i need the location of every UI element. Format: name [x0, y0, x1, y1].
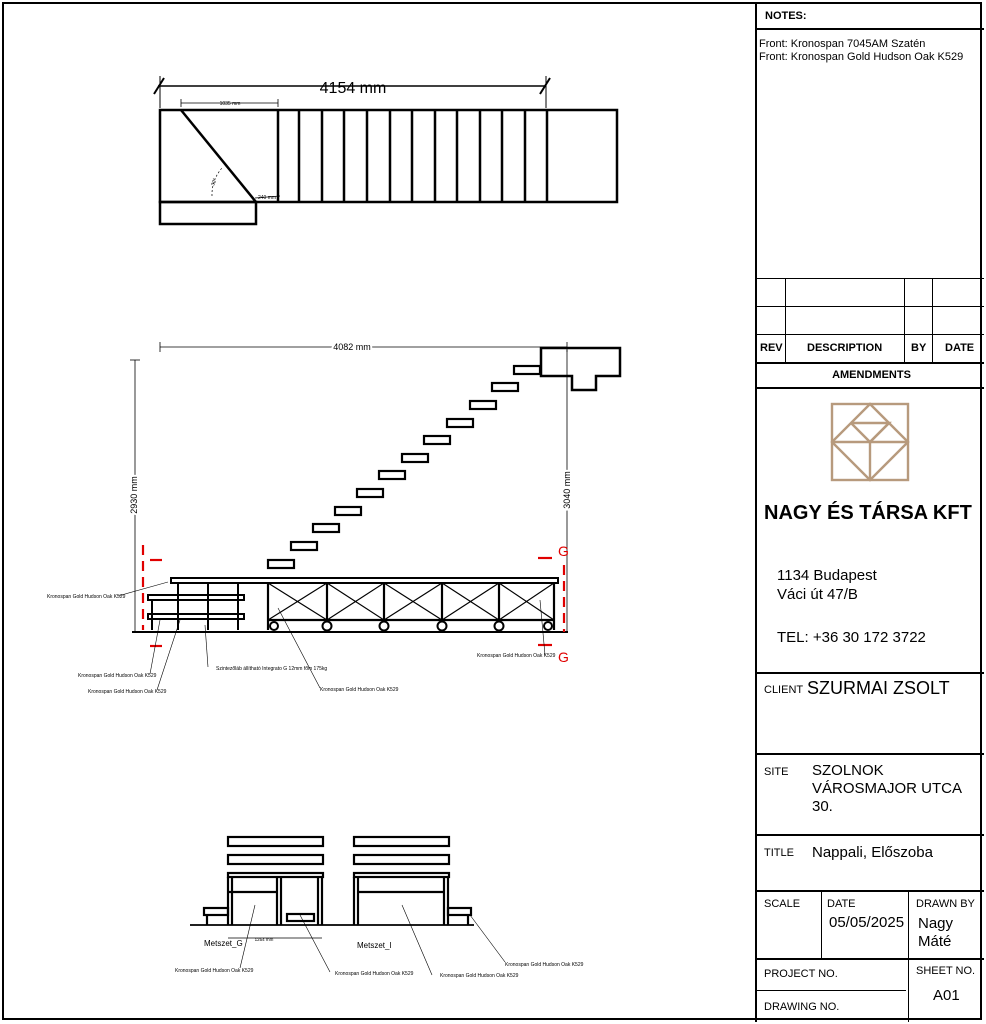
company-name: NAGY ÉS TÁRSA KFT [764, 502, 972, 524]
elev-label-6: Kronospan Gold Hudson Oak K529 [477, 653, 556, 659]
sect-label-3: Kronospan Gold Hudson Oak K529 [440, 973, 519, 979]
elev-label-5: Kronospan Gold Hudson Oak K529 [320, 687, 399, 693]
elevation-right-height-dim: 3040 mm [562, 471, 572, 509]
elev-label-3: Kronospan Gold Hudson Oak K529 [88, 689, 167, 695]
drawn-by-line-2: Máté [918, 933, 952, 950]
top-angle: 32° [210, 177, 219, 187]
section-views [190, 837, 505, 975]
by-header: BY [911, 342, 927, 354]
date-field-label: DATE [827, 898, 856, 910]
top-sub-dim: 1035 mm [219, 101, 241, 107]
site-line-2: VÁROSMAJOR UTCA [812, 780, 963, 797]
rev-header: REV [760, 342, 783, 354]
drawing-title: Nappali, Előszoba [812, 844, 933, 861]
sheet-no: A01 [933, 987, 960, 1004]
elevation-view [118, 342, 620, 690]
note-1: Front: Kronospan 7045AM Szatén [759, 38, 926, 50]
section-mark-top: G [558, 543, 569, 559]
section-name-left: Metszet_G [204, 939, 243, 948]
title-block [755, 2, 984, 1022]
sect-label-2: Kronospan Gold Hudson Oak K529 [335, 971, 414, 977]
scale-label: SCALE [764, 898, 801, 910]
top-corner-dim: 240 mm [258, 195, 277, 201]
company-phone: TEL: +36 30 172 3722 [777, 629, 926, 646]
amendments-label: AMENDMENTS [832, 369, 911, 381]
section-name-right: Metszet_I [357, 941, 392, 950]
elev-label-1: Kronospan Gold Hudson Oak K529 [47, 594, 126, 600]
drawn-by-line-1: Nagy [918, 915, 954, 932]
project-no-label: PROJECT NO. [764, 968, 838, 980]
top-overall-dim: 4154 mm [319, 80, 387, 97]
company-logo [830, 402, 910, 482]
elev-label-2: Kronospan Gold Hudson Oak K529 [78, 673, 157, 679]
sheet-no-label: SHEET NO. [916, 965, 976, 977]
sect-label-4: Kronospan Gold Hudson Oak K529 [505, 962, 584, 968]
sect-label-1: Kronospan Gold Hudson Oak K529 [175, 968, 254, 974]
elevation-width-dim: 4082 mm [333, 342, 371, 352]
site-line-3: 30. [812, 798, 833, 815]
description-header: DESCRIPTION [807, 342, 883, 354]
drawing-date: 05/05/2025 [829, 914, 905, 931]
drawn-by-label: DRAWN BY [916, 898, 975, 910]
elevation-left-height-dim: 2930 mm [129, 476, 139, 514]
notes-label: NOTES: [765, 10, 807, 22]
note-2: Front: Kronospan Gold Hudson Oak K529 [759, 51, 964, 63]
top-plan-view [154, 76, 617, 224]
section-dim: 1254 mm [254, 937, 274, 942]
address-line-1: 1134 Budapest [777, 567, 877, 584]
address-line-2: Váci út 47/B [777, 586, 858, 603]
drawing-no-label: DRAWING NO. [764, 1001, 840, 1013]
client-name: SZURMAI ZSOLT [807, 678, 950, 698]
site-label: SITE [764, 766, 789, 778]
date-header: DATE [945, 342, 975, 354]
client-label: CLIENT [764, 684, 804, 696]
section-mark-bottom: G [558, 649, 569, 665]
site-line-1: SZOLNOK [812, 762, 884, 779]
elev-label-4: Szintezőláb állítható Integrato G 12mm főm 175kg [216, 666, 328, 672]
title-label: TITLE [764, 847, 794, 859]
